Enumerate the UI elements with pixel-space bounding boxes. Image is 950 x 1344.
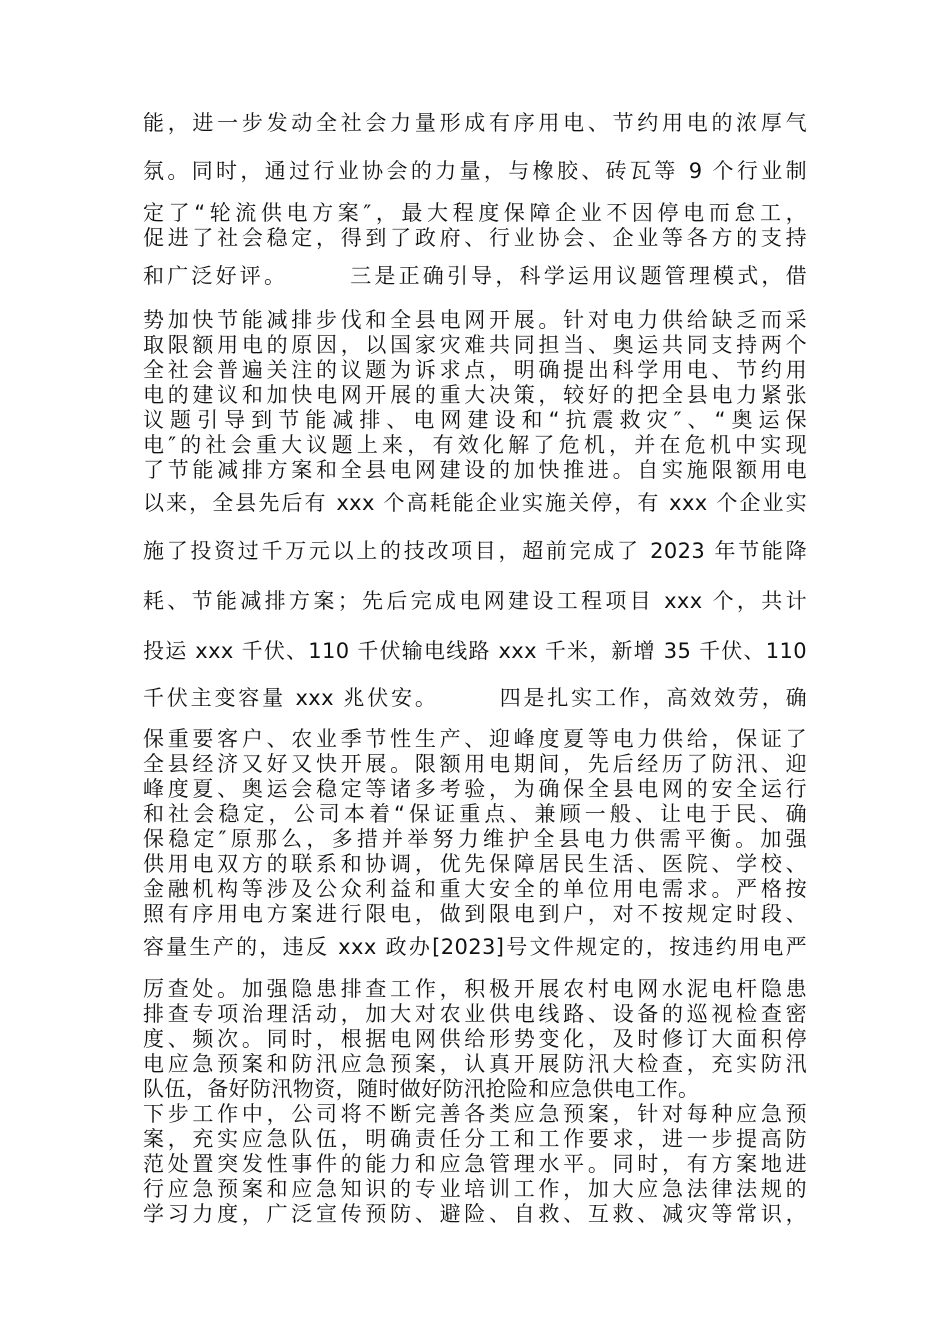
text-line: 能，进一步发动全社会力量形成有序用电、节约用电的浓厚气 (143, 111, 807, 135)
text-line: 队伍，备好防汛物资，随时做好防汛抢险和应急供电工作。 (143, 1077, 700, 1101)
text-line: 厉查处。加强隐患排查工作，积极开展农村电网水泥电杆隐患 (143, 977, 807, 1001)
text-line: 千伏主变容量 xxx 兆伏安。 四是扎实工作，高效效劳，确 (143, 686, 807, 710)
text-line: 照有序用电方案进行限电，做到限电到户，对不按规定时段、 (143, 902, 807, 926)
text-line: 范处置突发性事件的能力和应急管理水平。同时，有方案地进 (143, 1152, 807, 1176)
text-line: 全社会普遍关注的议题为诉求点，明确提出科学用电、节约用 (143, 358, 807, 382)
text-line: 了节能减排方案和全县电网建设的加快推进。自实施限额用电 (143, 458, 807, 482)
text-line: 投运 xxx 千伏、110 千伏输电线路 xxx 千米，新增 35 千伏、110 (143, 639, 807, 663)
text-line: 电″的社会重大议题上来，有效化解了危机，并在危机中实现 (143, 433, 807, 457)
text-line: 施了投资过千万元以上的技改项目，超前完成了 2023 年节能降 (143, 539, 807, 563)
text-line: 度、频次。同时，根据电网供给形势变化，及时修订大面积停 (143, 1027, 807, 1051)
text-line: 电的建议和加快电网开展的重大决策，较好的把全县电力紧张 (143, 383, 807, 407)
text-line: 下步工作中，公司将不断完善各类应急预案，针对每种应急预 (143, 1102, 807, 1126)
text-line: 峰度夏、奥运会稳定等诸多考验，为确保全县电网的安全运行 (143, 777, 807, 801)
text-line: 电应急预案和防汛应急预案，认真开展防汛大检查，充实防汛 (143, 1052, 807, 1076)
text-line: 和社会稳定，公司本着“保证重点、兼顾一般、让电于民、确 (143, 802, 807, 826)
text-line: 金融机构等涉及公众利益和重大安全的单位用电需求。严格按 (143, 877, 807, 901)
text-line: 促进了社会稳定，得到了政府、行业协会、企业等各方的支持 (143, 226, 807, 250)
text-line: 议题引导到节能减排、电网建设和“抗震救灾″、“奥运保 (143, 408, 807, 432)
text-line: 排查专项治理活动，加大对农业供电线路、设备的巡视检查密 (143, 1002, 807, 1026)
text-line: 氛。同时，通过行业协会的力量，与橡胶、砖瓦等 9 个行业制 (143, 159, 807, 183)
text-line: 和广泛好评。 三是正确引导，科学运用议题管理模式，借 (143, 264, 807, 288)
text-line: 保重要客户、农业季节性生产、迎峰度夏等电力供给，保证了 (143, 727, 807, 751)
text-line: 定了“轮流供电方案″，最大程度保障企业不因停电而怠工， (143, 201, 807, 225)
text-line: 以来，全县先后有 xxx 个高耗能企业实施关停，有 xxx 个企业实 (143, 491, 807, 515)
text-line: 学习力度，广泛宣传预防、避险、自救、互救、减灾等常识， (143, 1202, 807, 1226)
text-line: 全县经济又好又快开展。限额用电期间，先后经历了防汛、迎 (143, 752, 807, 776)
text-line: 保稳定″原那么，多措并举努力维护全县电力供需平衡。加强 (143, 827, 807, 851)
text-line: 容量生产的，违反 xxx 政办[2023]号文件规定的，按违约用电严 (143, 935, 807, 959)
text-line: 供用电双方的联系和协调，优先保障居民生活、医院、学校、 (143, 852, 807, 876)
text-line: 耗、节能减排方案；先后完成电网建设工程项目 xxx 个，共计 (143, 589, 807, 613)
text-line: 取限额用电的原因，以国家灾难共同担当、奥运共同支持两个 (143, 333, 807, 357)
text-line: 势加快节能减排步伐和全县电网开展。针对电力供给缺乏而采 (143, 308, 807, 332)
text-line: 案，充实应急队伍，明确责任分工和工作要求，进一步提高防 (143, 1127, 807, 1151)
text-line: 行应急预案和应急知识的专业培训工作，加大应急法律法规的 (143, 1177, 807, 1201)
